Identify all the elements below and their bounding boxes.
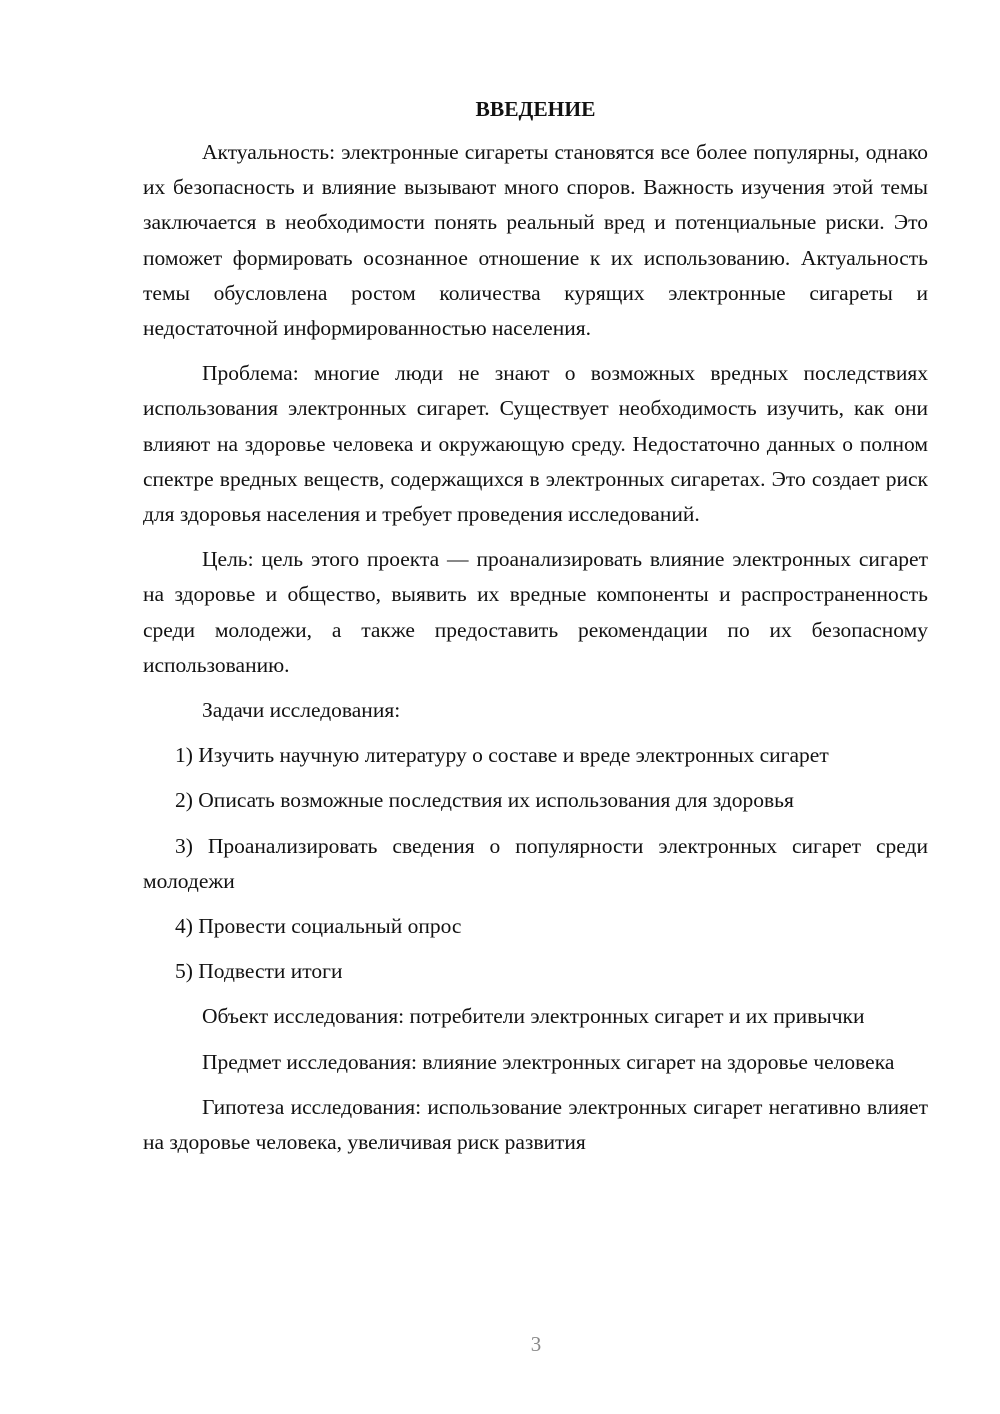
document-page <box>143 92 928 1170</box>
paragraph-hypothesis: Гипотеза исследования: использование электронных сигарет негативно влияет на здоровье человека, увеличивая риск развития <box>143 1094 928 1155</box>
paragraph-goal: Цель: цель этого проекта — проанализировать влияние электронных сигарет на здоровье и общество, выявить их вредные компоненты и распространенность среди молодежи, а также предоставить рекомендации по их безопасному использованию. <box>143 547 928 677</box>
page-title: ВВЕДЕНИЕ <box>475 97 596 121</box>
task-item-1: 1) Изучить научную литературу о составе и вреде электронных сигарет <box>175 743 829 768</box>
page-number: 3 <box>530 1332 542 1356</box>
paragraph-relevance: Актуальность: электронные сигареты становятся все более популярны, однако их безопасность и влияние вызывают много споров. Важность изучения этой темы заключается в необходимости понять реальный вред и потенциальные риски. Это поможет формировать осознанное отношение к их использованию. Актуальность темы обусловлена ростом количества курящих электронные сигареты и недостаточной информированностью населения. <box>143 140 928 341</box>
paragraph-subject: Предмет исследования: влияние электронных сигарет на здоровье человека <box>202 1049 895 1074</box>
task-item-2: 2) Описать возможные последствия их использования для здоровья <box>175 788 794 813</box>
paragraph-problem: Проблема: многие люди не знают о возможных вредных последствиях использования электронных сигарет. Существует необходимость изучить, как они влияют на здоровье человека и окружающую среду. Недостаточно данных о полном спектре вредных веществ, содержащихся в электронных сигаретах. Это создает риск для здоровья населения и требует проведения исследований. <box>143 361 928 527</box>
task-item-3: 3) Проанализировать сведения о популярности электронных сигарет среди молодежи <box>143 833 928 893</box>
paragraph-object: Объект исследования: потребители электронных сигарет и их привычки <box>202 1004 865 1029</box>
task-item-4: 4) Провести социальный опрос <box>175 914 462 939</box>
task-item-5: 5) Подвести итоги <box>175 959 343 984</box>
paragraph-tasks-intro: Задачи исследования: <box>202 698 401 723</box>
